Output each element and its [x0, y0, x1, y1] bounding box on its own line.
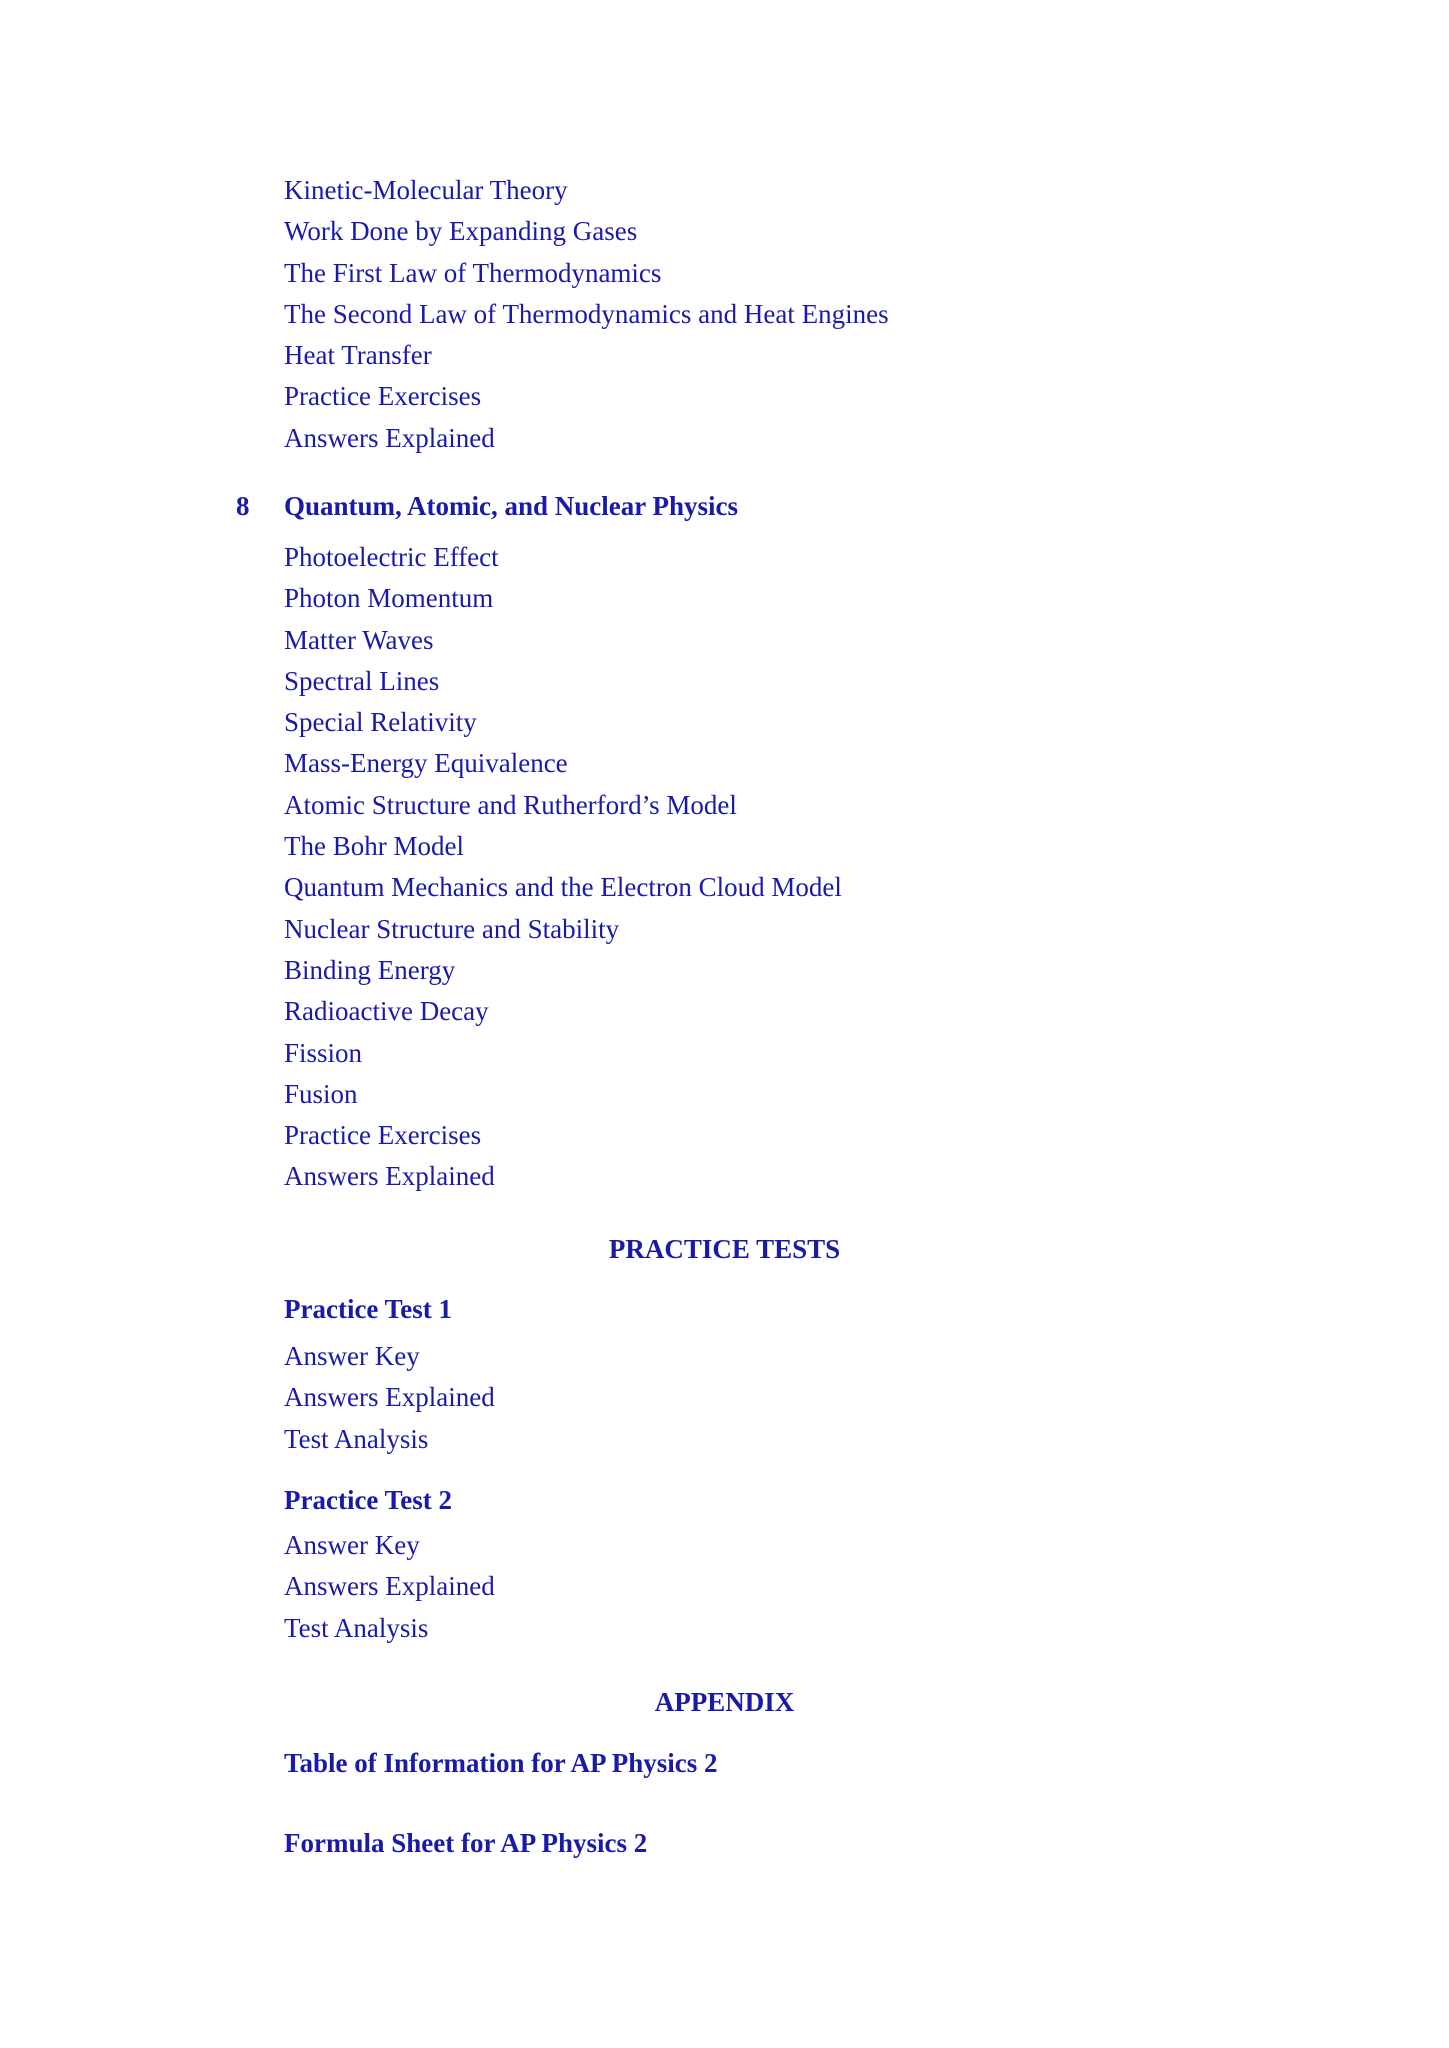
toc-link[interactable]: Practice Exercises	[284, 381, 482, 412]
list-item[interactable]	[284, 1608, 495, 1649]
list-item[interactable]	[284, 253, 889, 294]
list-item[interactable]	[284, 1419, 495, 1460]
toc-link[interactable]: Practice Exercises	[284, 1120, 482, 1151]
list-item[interactable]	[284, 1033, 842, 1074]
list-item[interactable]	[284, 335, 889, 376]
list-item[interactable]	[284, 661, 842, 702]
toc-link[interactable]: The First Law of Thermodynamics	[284, 257, 662, 288]
list-item[interactable]	[284, 537, 842, 578]
toc-link[interactable]: Binding Energy	[284, 954, 456, 985]
list-item[interactable]	[284, 211, 889, 252]
list-item[interactable]	[284, 826, 842, 867]
list-item[interactable]	[284, 170, 889, 211]
toc-link[interactable]: The Bohr Model	[284, 831, 464, 862]
list-item[interactable]	[284, 1566, 495, 1607]
toc-link[interactable]: Mass-Energy Equivalence	[284, 748, 568, 779]
list-item[interactable]	[284, 1525, 495, 1566]
appendix-formula-sheet[interactable]: Formula Sheet for AP Physics 2	[284, 1828, 648, 1858]
toc-link[interactable]: Answer Key	[284, 1341, 420, 1371]
list-item[interactable]	[284, 620, 842, 661]
list-item[interactable]	[284, 743, 842, 784]
toc-link[interactable]: Answer Key	[284, 1530, 420, 1560]
practice-tests-heading: PRACTICE TESTS	[608, 1234, 841, 1264]
practice-test-1-title[interactable]: Practice Test 1	[284, 1294, 452, 1324]
list-item[interactable]	[284, 702, 842, 743]
toc-link[interactable]: Special Relativity	[284, 707, 477, 738]
toc-link[interactable]: Test Analysis	[284, 1423, 429, 1454]
list-item[interactable]	[284, 785, 842, 826]
toc-link[interactable]: Spectral Lines	[284, 665, 440, 696]
toc-link[interactable]: Quantum Mechanics and the Electron Cloud Model	[284, 872, 842, 903]
practice-test-1-list	[284, 1336, 495, 1460]
toc-link[interactable]: Heat Transfer	[284, 340, 432, 371]
chapter-8-section-list	[284, 537, 842, 1198]
chapter-number: 8	[236, 491, 250, 521]
toc-link[interactable]: Kinetic-Molecular Theory	[284, 175, 568, 205]
appendix-table-of-information[interactable]: Table of Information for AP Physics 2	[284, 1748, 718, 1778]
list-item[interactable]	[284, 1115, 842, 1156]
toc-link[interactable]: Test Analysis	[284, 1612, 429, 1643]
thermodynamics-section-list	[284, 170, 889, 459]
toc-link[interactable]: Answers Explained	[284, 1382, 495, 1413]
toc-link[interactable]: Answers Explained	[284, 1571, 495, 1602]
list-item[interactable]	[284, 578, 842, 619]
toc-link[interactable]: Answers Explained	[284, 422, 495, 453]
practice-test-2-list	[284, 1525, 495, 1649]
chapter-title[interactable]: Quantum, Atomic, and Nuclear Physics	[284, 491, 739, 521]
toc-link[interactable]: Fusion	[284, 1078, 358, 1109]
toc-link[interactable]: Photoelectric Effect	[284, 542, 499, 572]
toc-link[interactable]: Photon Momentum	[284, 583, 494, 614]
list-item[interactable]	[284, 376, 889, 417]
toc-link[interactable]: Work Done by Expanding Gases	[284, 216, 638, 247]
toc-link[interactable]: Fission	[284, 1037, 363, 1068]
list-item[interactable]	[284, 1074, 842, 1115]
list-item[interactable]	[284, 950, 842, 991]
practice-test-2-title[interactable]: Practice Test 2	[284, 1485, 452, 1515]
list-item[interactable]	[284, 867, 842, 908]
toc-link[interactable]: Radioactive Decay	[284, 996, 489, 1027]
toc-link[interactable]: Answers Explained	[284, 1161, 495, 1192]
list-item[interactable]	[284, 294, 889, 335]
list-item[interactable]	[284, 418, 889, 459]
list-item[interactable]	[284, 1377, 495, 1418]
list-item[interactable]	[284, 1336, 495, 1377]
list-item[interactable]	[284, 991, 842, 1032]
appendix-heading: APPENDIX	[654, 1687, 795, 1717]
toc-link[interactable]: Matter Waves	[284, 624, 434, 655]
toc-link[interactable]: Nuclear Structure and Stability	[284, 913, 620, 944]
list-item[interactable]	[284, 1156, 842, 1197]
toc-link[interactable]: The Second Law of Thermodynamics and Heat Engines	[284, 298, 889, 329]
toc-link[interactable]: Atomic Structure and Rutherford’s Model	[284, 789, 737, 820]
list-item[interactable]	[284, 909, 842, 950]
